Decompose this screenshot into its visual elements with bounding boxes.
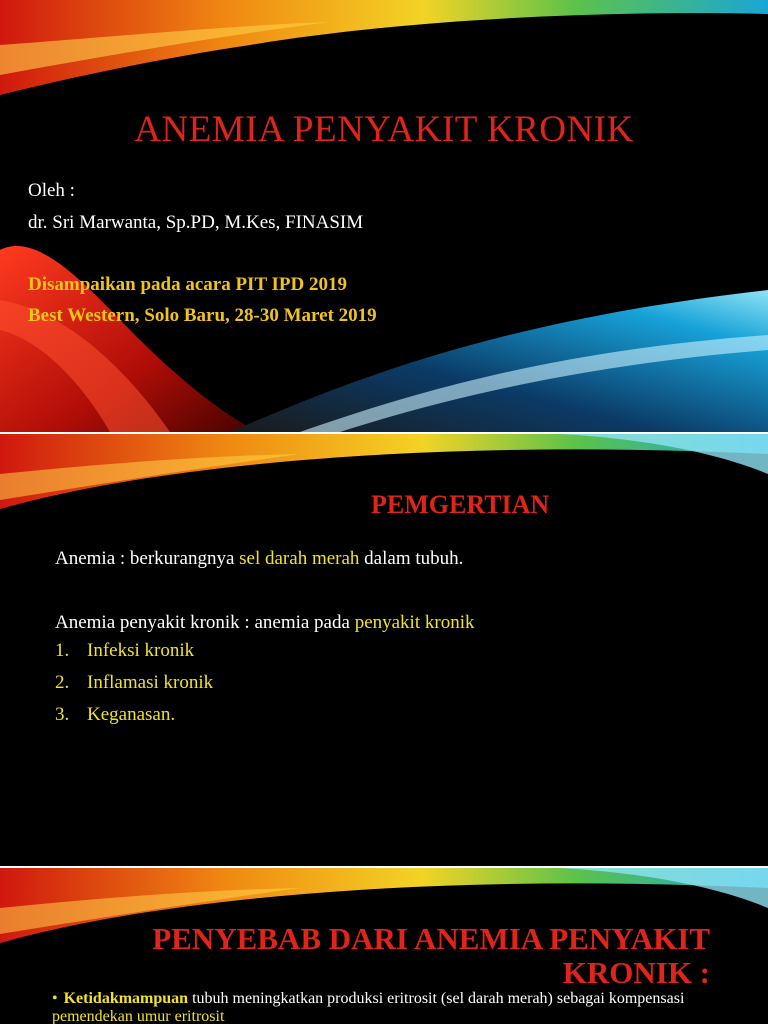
presentation-title: ANEMIA PENYAKIT KRONIK xyxy=(134,109,634,150)
definition-anemia-text: Anemia : berkurangnya xyxy=(55,548,240,569)
disease-list xyxy=(55,640,213,736)
event-line-2: Best Western, Solo Baru, 28-30 Maret 2019 xyxy=(28,305,377,326)
by-label: Oleh : xyxy=(28,180,75,201)
event-line-1: Disampaikan pada acara PIT IPD 2019 xyxy=(28,274,348,295)
bullet-keyword: Ketidakmampuan xyxy=(63,990,189,1007)
definition-chronic-highlight: penyakit kronik xyxy=(354,612,475,633)
author-name: dr. Sri Marwanta, Sp.PD, M.Kes, FINASIM xyxy=(28,212,364,233)
bullet-text: tubuh meningkatkan produksi eritrosit (sel darah merah) sebagai kompensasi xyxy=(188,990,685,1007)
list-number: 2. xyxy=(55,672,70,693)
section-heading xyxy=(50,922,710,990)
slide-causes[interactable] xyxy=(0,868,768,1024)
section-heading: PEMGERTIAN xyxy=(371,490,550,519)
cause-bullet xyxy=(52,990,692,1024)
bullet-highlight: pemendekan umur eritrosit xyxy=(52,1008,225,1024)
definition-anemia xyxy=(55,548,463,570)
bullet-icon: • xyxy=(52,990,58,1007)
list-number: 3. xyxy=(55,704,70,725)
list-number: 1. xyxy=(55,640,70,661)
definition-anemia-end: dalam tubuh. xyxy=(359,548,464,569)
definition-anemia-highlight: sel darah merah xyxy=(239,548,360,569)
list-item xyxy=(55,704,213,736)
list-text: Keganasan. xyxy=(87,704,176,725)
list-text: Inflamasi kronik xyxy=(87,672,214,693)
slide-definition[interactable] xyxy=(0,434,768,866)
list-text: Infeksi kronik xyxy=(87,640,195,661)
heading-line-2: KRONIK : xyxy=(562,955,710,990)
slide-title[interactable] xyxy=(0,0,768,432)
heading-line-1: PENYEBAB DARI ANEMIA PENYAKIT xyxy=(152,921,710,956)
definition-chronic xyxy=(55,612,474,634)
list-item xyxy=(55,640,213,672)
list-item xyxy=(55,672,213,704)
definition-chronic-text: Anemia penyakit kronik : anemia pada xyxy=(55,612,355,633)
